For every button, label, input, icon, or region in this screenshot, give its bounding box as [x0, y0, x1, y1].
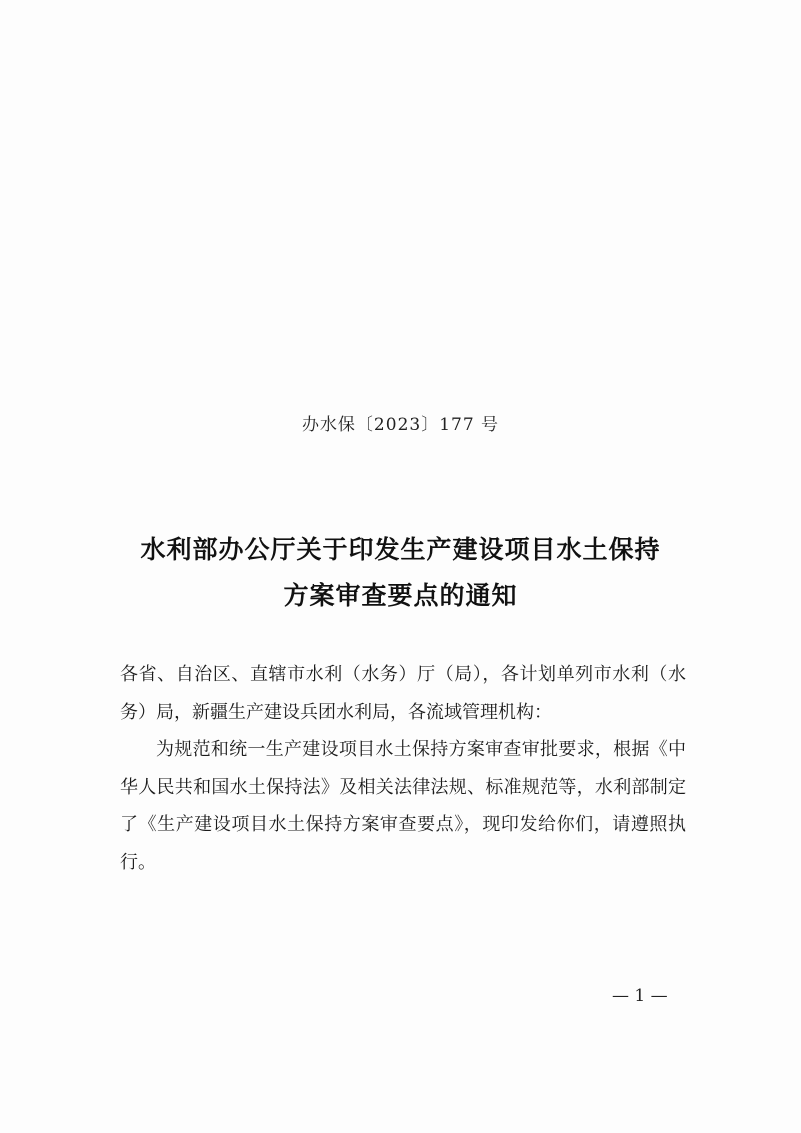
- document-title-line-1: 水利部办公厅关于印发生产建设项目水土保持: [140, 535, 661, 564]
- body-paragraph: 为规范和统一生产建设项目水土保持方案审查审批要求，根据《中华人民共和国水土保持法》及相关法律法规、标准规范等，水利部制定了《生产建设项目水土保持方案审查要点》，现印发给你们，请遵照执行。: [120, 739, 686, 873]
- addressee-paragraph: 各省、自治区、直辖市水利（水务）厅（局），各计划单列市水利（水务）局，新疆生产建设兵团水利局，各流域管理机构：: [120, 664, 686, 723]
- page-number: — 1 —: [612, 986, 668, 1006]
- document-title-line-2: 方案审查要点的通知: [283, 581, 518, 610]
- document-title: [0, 527, 801, 619]
- document-body: [120, 656, 686, 881]
- document-number: 办水保〔2023〕177 号: [301, 415, 500, 435]
